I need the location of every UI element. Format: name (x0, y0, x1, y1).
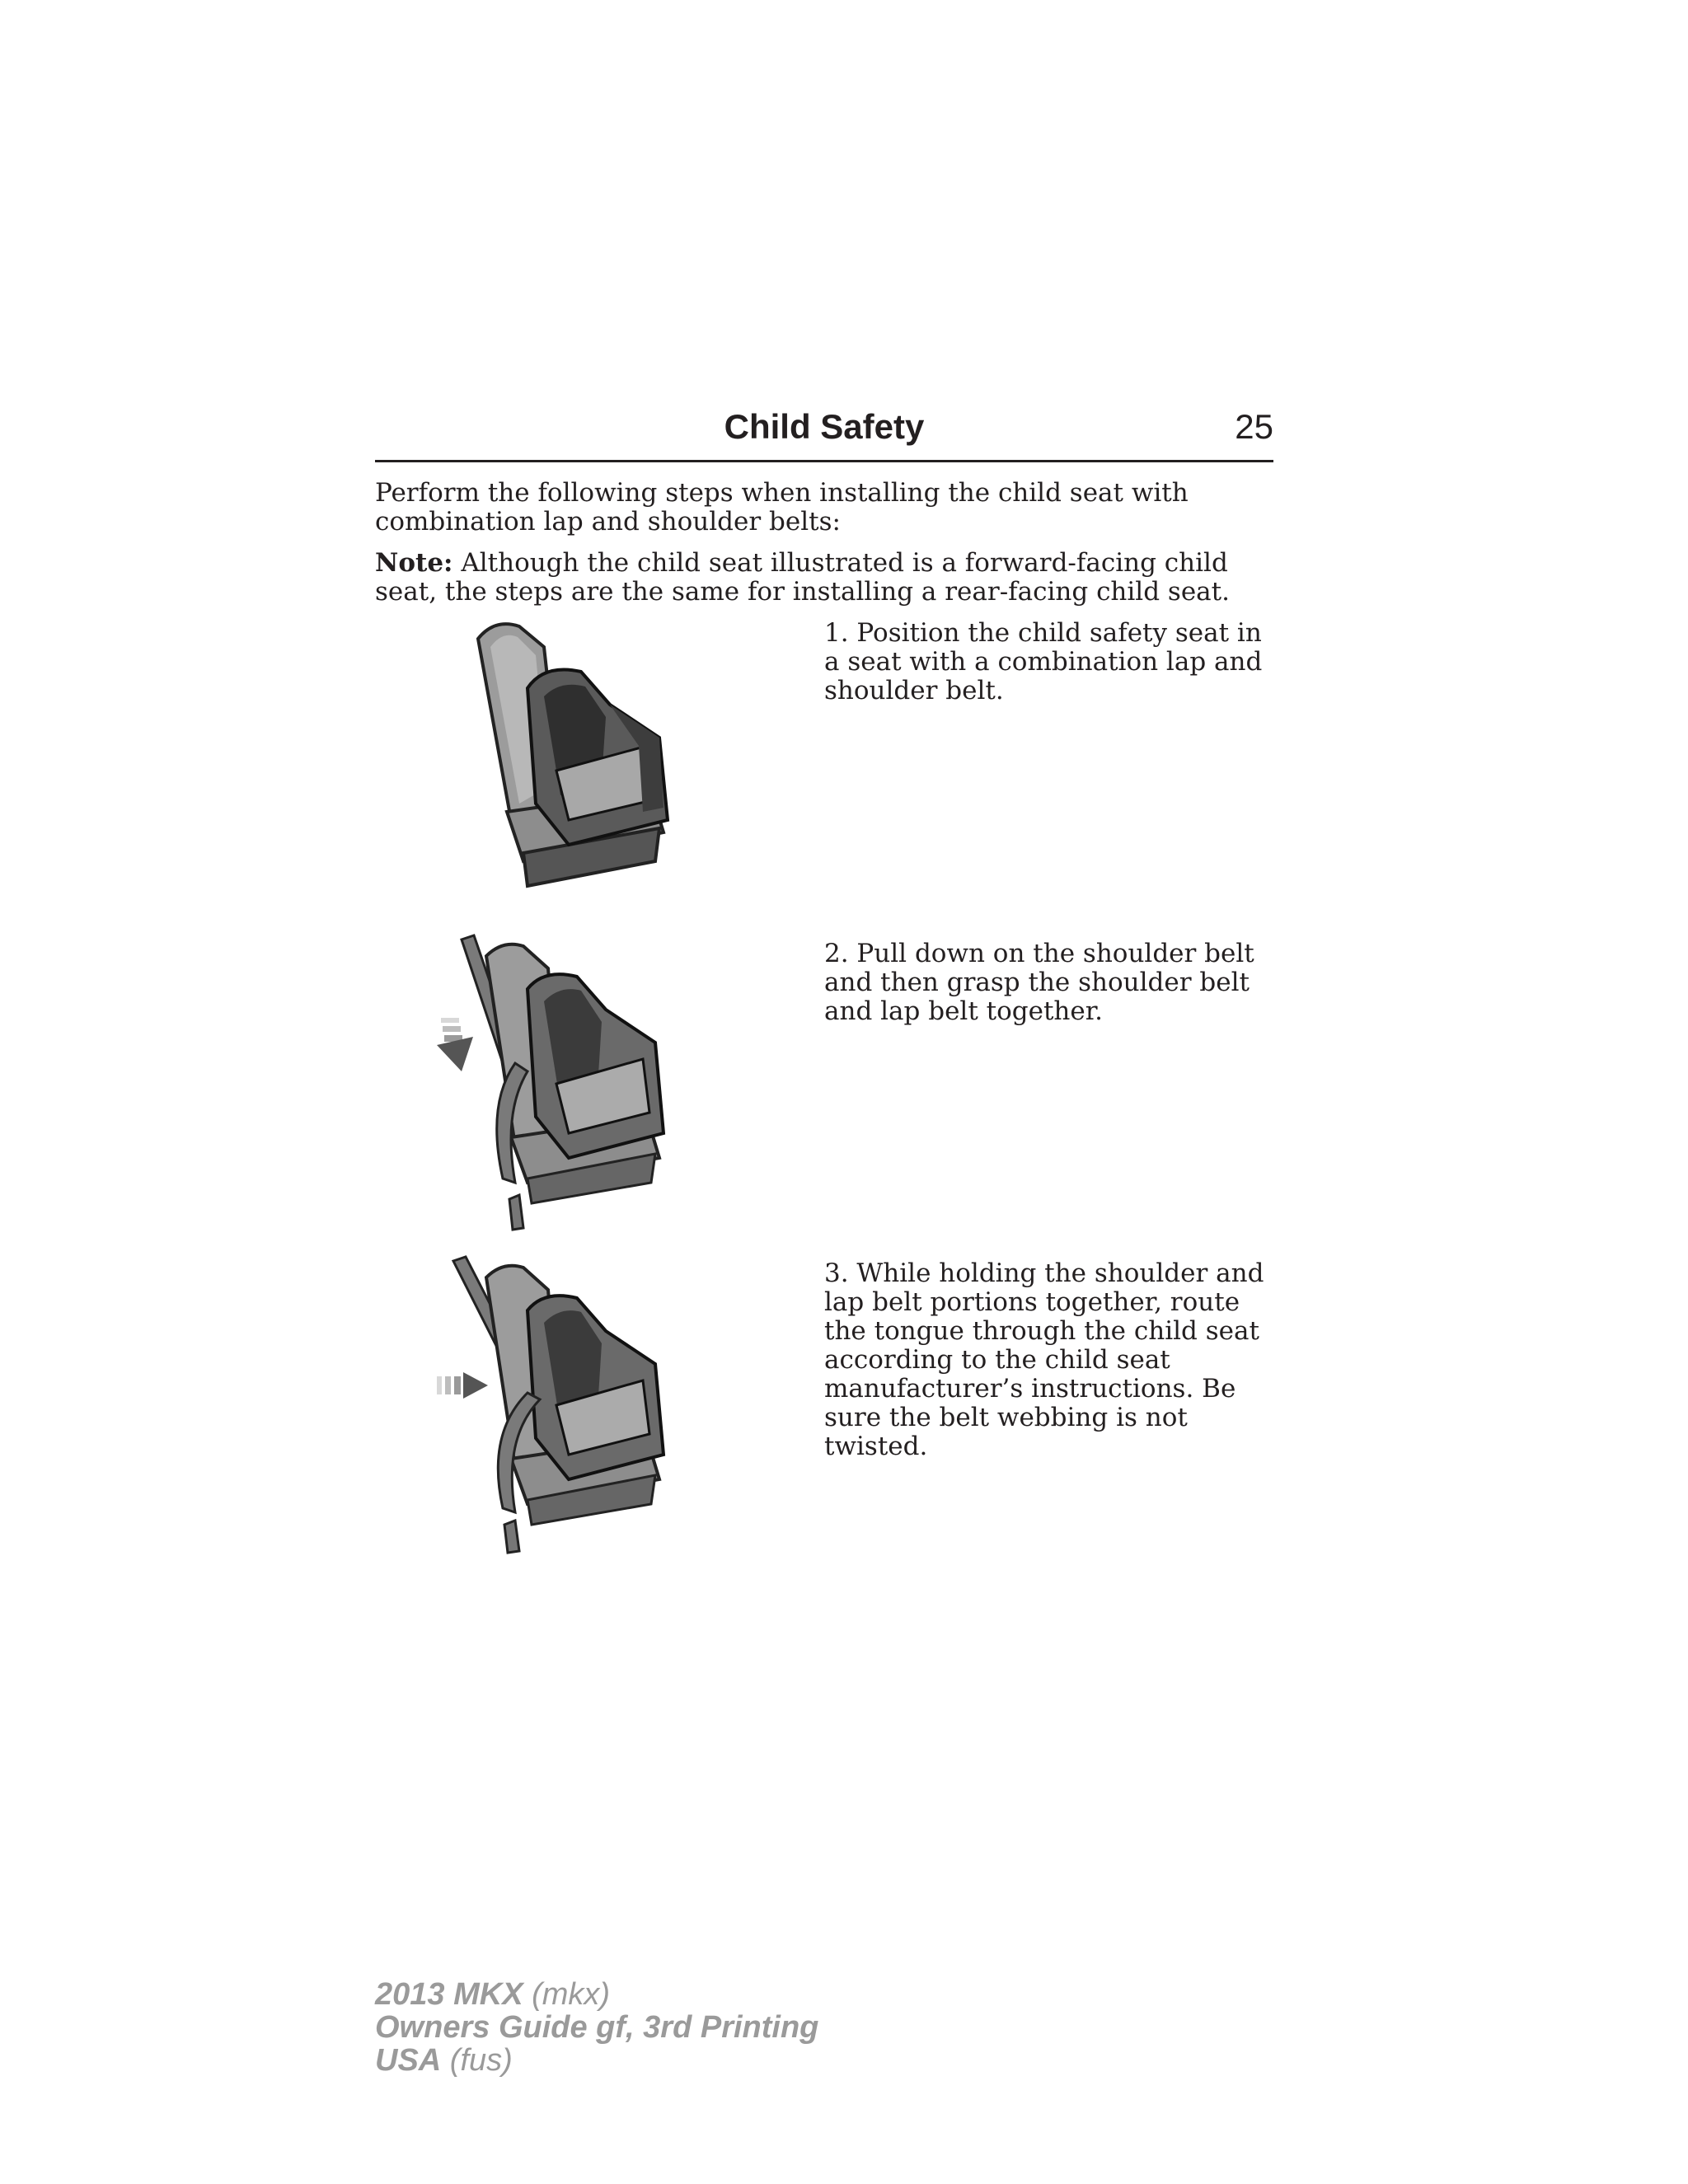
intro-paragraph: Perform the following steps when installing the child seat with combination lap and shoulder belts: (375, 478, 1189, 537)
note-text: Although the child seat illustrated is a forward-facing child seat, the steps are the same for installing a rear-facing child seat. (375, 548, 1230, 607)
child-seat-illustration-step-2 (437, 931, 709, 1236)
footer-line-3 (375, 2044, 818, 2077)
child-seat-illustration-step-1 (445, 614, 709, 902)
step-2-text: 2. Pull down on the shoulder belt and then grasp the shoulder belt and lap belt together. (824, 939, 1254, 1026)
step-1-text: 1. Position the child safety seat in a seat with a combination lap and shoulder belt. (824, 618, 1263, 705)
page-header (375, 402, 1273, 462)
arrow-down-icon (437, 1018, 473, 1071)
step-3-text: 3. While holding the shoulder and lap belt portions together, route the tongue through the child seat according to the child seat manufacturer’s instructions. Be sure the belt webbing is not twisted. (824, 1258, 1264, 1461)
footer-model-code: (mkx) (523, 1977, 611, 2012)
footer (375, 1978, 818, 2077)
footer-market: USA (375, 2043, 442, 2078)
child-seat-illustration-step-3 (437, 1253, 709, 1558)
note-paragraph (375, 549, 1273, 607)
footer-model: 2013 MKX (375, 1977, 523, 2012)
footer-line-1 (375, 1978, 818, 2011)
arrow-right-icon (437, 1372, 488, 1399)
footer-line-2: Owners Guide gf, 3rd Printing (375, 2010, 819, 2045)
note-label: Note: (375, 548, 453, 578)
page-number: 25 (1235, 407, 1273, 446)
section-title: Child Safety (724, 407, 925, 446)
footer-market-code: (fus) (441, 2043, 513, 2078)
